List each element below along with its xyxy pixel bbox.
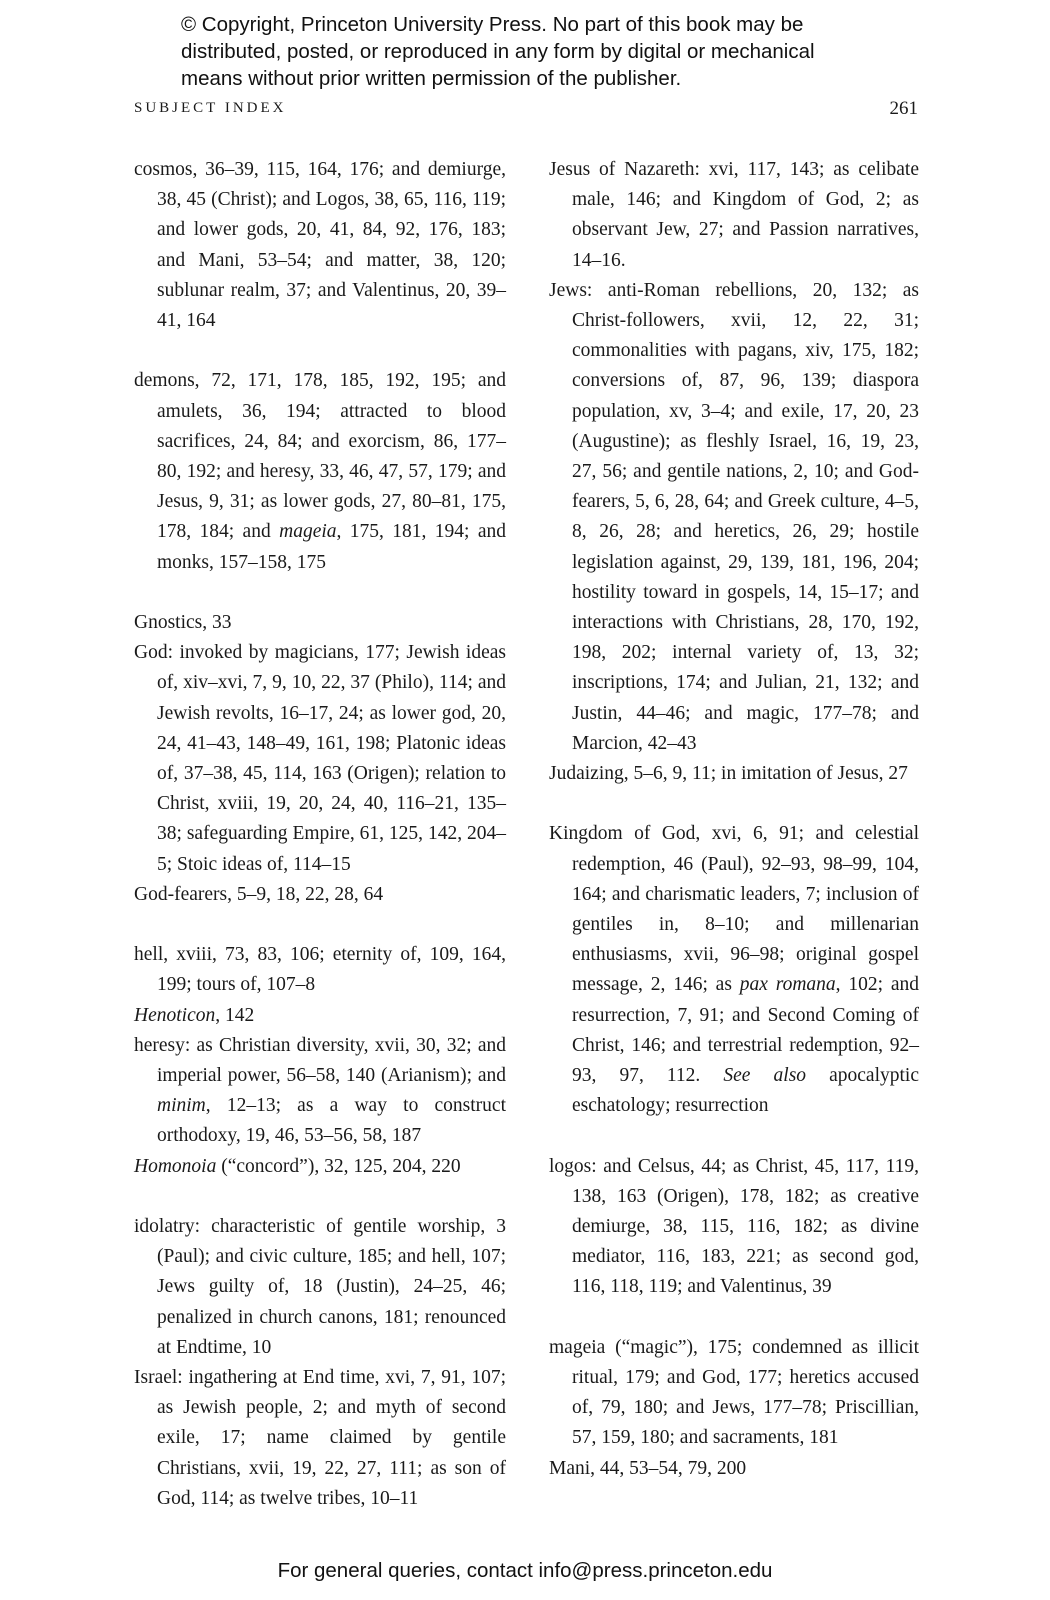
index-entry-hell: [134, 940, 506, 1000]
entry-text: Judaizing, 5–6, 9, 11; in imitation of Jesus, 27: [549, 763, 908, 785]
index-entry-kingdom-of-god: [549, 819, 919, 1121]
copyright-line: means without prior written permission of the publisher.: [181, 67, 682, 90]
entry-text: Jesus of Nazareth: xvi, 117, 143; as celibate male, 146; and Kingdom of God, 2; as observant Jew, 27; and Passion narratives, 14–16.: [549, 159, 919, 271]
entry-italic-term: mageia: [279, 521, 337, 543]
entry-text: God: invoked by magicians, 177; Jewish ideas of, xiv–xvi, 7, 9, 10, 22, 37 (Philo), 114; and Jewish revolts, 16–17, 24; as lower god, 20, 24, 41–43, 148–49, 161, 198; Platonic ideas of, 37–38, 45, 114, 163 (Origen); relation to Christ, xviii, 19, 20, 24, 40, 116–21, 135–38; safeguarding Empire, 61, 125, 142, 204–5; Stoic ideas of, 114–15: [134, 642, 506, 875]
running-head-title: SUBJECT INDEX: [134, 100, 287, 116]
entry-text: God-fearers, 5–9, 18, 22, 28, 64: [134, 883, 384, 905]
entry-italic-term: minim: [157, 1095, 206, 1117]
copyright-line: distributed, posted, or reproduced in any form by digital or mechanical: [181, 40, 815, 63]
index-entry-homonoia: [134, 1152, 506, 1182]
entry-text: Gnostics, 33: [134, 612, 232, 634]
copyright-notice: [181, 11, 901, 92]
index-entry-demons: [134, 366, 506, 577]
entry-text: demons, 72, 171, 178, 185, 192, 195; and amulets, 36, 194; attracted to blood sacrifices, 24, 84; and exorcism, 86, 177–80, 192; and heresy, 33, 46, 47, 57, 179; and Jesus, 9, 31; as lower gods, 27, 80–81, 175, 178, 184; and: [134, 370, 506, 543]
entry-italic-term: Henoticon: [134, 1004, 216, 1026]
index-entry-heresy: [134, 1031, 506, 1152]
letter-group-gap: [134, 578, 506, 608]
letter-group-gap: [134, 1182, 506, 1212]
entry-text: apocalyptic eschatology; resurrection: [572, 1065, 919, 1117]
index-entry-idolatry: [134, 1212, 506, 1363]
index-entry-gnostics: [134, 608, 506, 638]
index-column-left: [134, 155, 506, 1514]
letter-group-gap: [134, 336, 506, 366]
entry-text: Jews: anti-Roman rebellions, 20, 132; as Christ-followers, xvii, 12, 22, 31; commonalities with pagans, xiv, 175, 182; conversions of, 87, 96, 139; diaspora population, xv, 3–4; and exile, 17, 20, 23 (Augustine); as fleshly Israel, 16, 19, 23, 27, 56; and gentile nations, 2, 10; and God-fearers, 5, 6, 28, 64; and Greek culture, 4–5, 8, 26, 28; and heretics, 26, 29; hostile legislation against, 29, 139, 181, 196, 204; hostility toward in gospels, 14, 15–17; and interactions with Christians, 28, 170, 192, 198, 202; internal variety of, 13, 32; inscriptions, 174; and Julian, 21, 132; and Justin, 44–46; and magic, 177–78; and Marcion, 42–43: [549, 279, 919, 754]
letter-group-gap: [549, 1303, 919, 1333]
entry-text: heresy: as Christian diversity, xvii, 30, 32; and imperial power, 56–58, 140 (Arianism); and: [134, 1034, 506, 1087]
entry-text: logos: and Celsus, 44; as Christ, 45, 117, 119, 138, 163 (Origen), 178, 182; as creative demiurge, 38, 115, 116, 182; as divine mediator, 116, 183, 221; as second god, 116, 118, 119; and Valentinus, 39: [549, 1155, 919, 1298]
running-head: [134, 100, 918, 124]
entry-text: cosmos, 36–39, 115, 164, 176; and demiurge, 38, 45 (Christ); and Logos, 38, 65, 116, 119; and lower gods, 20, 41, 84, 92, 176, 183; and Mani, 53–54; and matter, 38, 120; sublunar realm, 37; and Valentinus, 20, 39–41, 164: [134, 159, 506, 332]
entry-text: , 12–13; as a way to construct orthodoxy, 19, 46, 53–56, 58, 187: [157, 1095, 506, 1147]
copyright-line: © Copyright, Princeton University Press. No part of this book may be: [181, 13, 804, 36]
entry-text: , 102; and resurrection, 7, 91; and Second Coming of Christ, 146; and terrestrial redemption, 92–93, 97, 112.: [572, 974, 919, 1087]
entry-italic-term: pax romana: [739, 974, 836, 996]
entry-see-also: See also: [723, 1065, 807, 1087]
letter-group-gap: [134, 910, 506, 940]
entry-text: Kingdom of God, xvi, 6, 91; and celestial redemption, 46 (Paul), 92–93, 98–99, 104, 164; and charismatic leaders, 7; inclusion of gentiles in, 8–10; and millenarian enthusiasms, xvii, 96–98; original gospel message, 2, 146; as: [549, 823, 919, 996]
footer-text: For general queries, contact info@press.princeton.edu: [277, 1559, 773, 1582]
index-entry-jews: [549, 276, 919, 759]
entry-text: (“concord”), 32, 125, 204, 220: [216, 1155, 461, 1177]
entry-italic-term: Homonoia: [134, 1155, 217, 1177]
index-column-right: [549, 155, 919, 1484]
entry-text: , 142: [215, 1004, 255, 1026]
index-entry-logos: [549, 1152, 919, 1303]
letter-group-gap: [549, 789, 919, 819]
index-entry-god-fearers: [134, 880, 506, 910]
index-entry-god: [134, 638, 506, 880]
index-entry-henoticon: [134, 1001, 506, 1031]
entry-text: idolatry: characteristic of gentile worship, 3 (Paul); and civic culture, 185; and hell, 107; Jews guilty of, 18 (Justin), 24–25, 46; penalized in church canons, 181; renounced at Endtime, 10: [134, 1216, 506, 1358]
index-entry-mani: [549, 1454, 919, 1484]
index-entry-cosmos: [134, 155, 506, 336]
entry-text: Israel: ingathering at End time, xvi, 7, 91, 107; as Jewish people, 2; and myth of second exile, 17; name claimed by gentile Christians, xvii, 19, 22, 27, 111; as son of God, 114; as twelve tribes, 10–11: [134, 1367, 506, 1509]
footer-contact: [0, 1559, 1050, 1583]
letter-group-gap: [549, 1121, 919, 1151]
entry-text: Mani, 44, 53–54, 79, 200: [549, 1457, 747, 1479]
index-entry-jesus-of-nazareth: [549, 155, 919, 276]
entry-text: hell, xviii, 73, 83, 106; eternity of, 109, 164, 199; tours of, 107–8: [134, 944, 506, 996]
page-number: 261: [889, 98, 918, 119]
index-entry-mageia: [549, 1333, 919, 1454]
index-entry-israel: [134, 1363, 506, 1514]
index-entry-judaizing: [549, 759, 919, 789]
entry-text: mageia (“magic”), 175; condemned as illicit ritual, 179; and God, 177; heretics accused of, 79, 180; and Jews, 177–78; Priscillian, 57, 159, 180; and sacraments, 181: [549, 1336, 919, 1449]
entry-text: , 175, 181, 194; and monks, 157–158, 175: [157, 521, 506, 573]
